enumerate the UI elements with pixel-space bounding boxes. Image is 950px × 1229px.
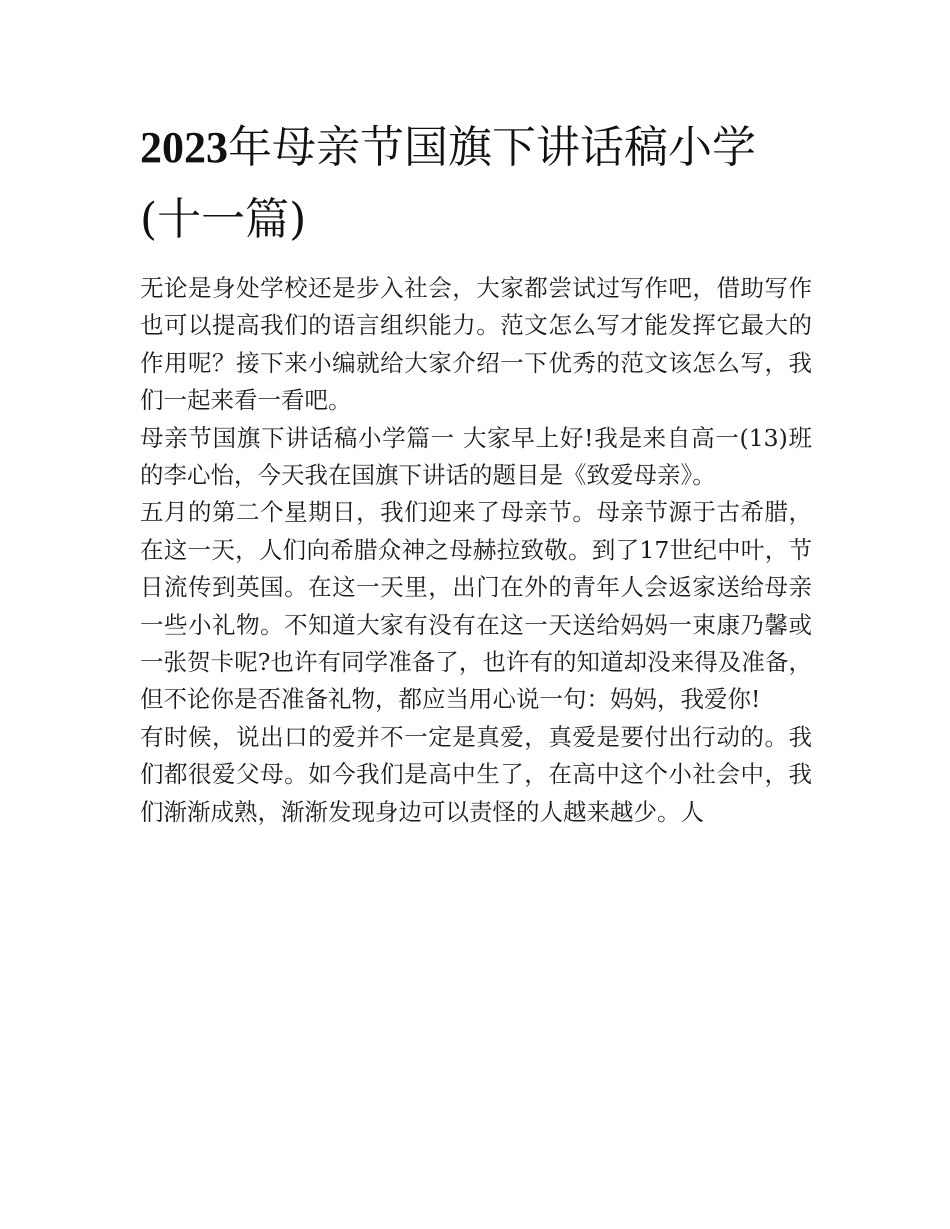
- title-year: 2023: [140, 123, 228, 172]
- true-love-paragraph: 有时候，说出口的爱并不一定是真爱，真爱是要付出行动的。我们都很爱父母。如今我们是高中生了，在高中这个小社会中，我们渐渐成熟，渐渐发现身边可以责怪的人越来越少。人: [140, 722, 812, 826]
- mothers-day-history-paragraph: 五月的第二个星期日，我们迎来了母亲节。母亲节源于古希腊，在这一天，人们向希腊众神之母赫拉致敬。到了17世纪中叶，节日流传到英国。在这一天里，出门在外的青年人会返家送给母亲一些小礼物。不知道大家有没有在这一天送给妈妈一束康乃馨或一张贺卡呢?也许有同学准备了，也许有的知道却没来得及准备，但不论你是否准备礼物，都应当用心说一句：妈妈，我爱你!: [140, 498, 812, 714]
- title-text: 年母亲节国旗下讲话稿小学(十一篇): [140, 122, 756, 245]
- document-title: [140, 112, 812, 256]
- intro-paragraph: 无论是身处学校还是步入社会，大家都尝试过写作吧，借助写作也可以提高我们的语言组织能力。范文怎么写才能发挥它最大的作用呢？接下来小编就给大家介绍一下优秀的范文该怎么写，我们一起来看一看吧。: [140, 274, 812, 415]
- document-page: [140, 112, 812, 831]
- speech-opening-paragraph: 母亲节国旗下讲话稿小学篇一 大家早上好!我是来自高一(13)班的李心怡，今天我在国旗下讲话的题目是《致爱母亲》。: [140, 423, 812, 490]
